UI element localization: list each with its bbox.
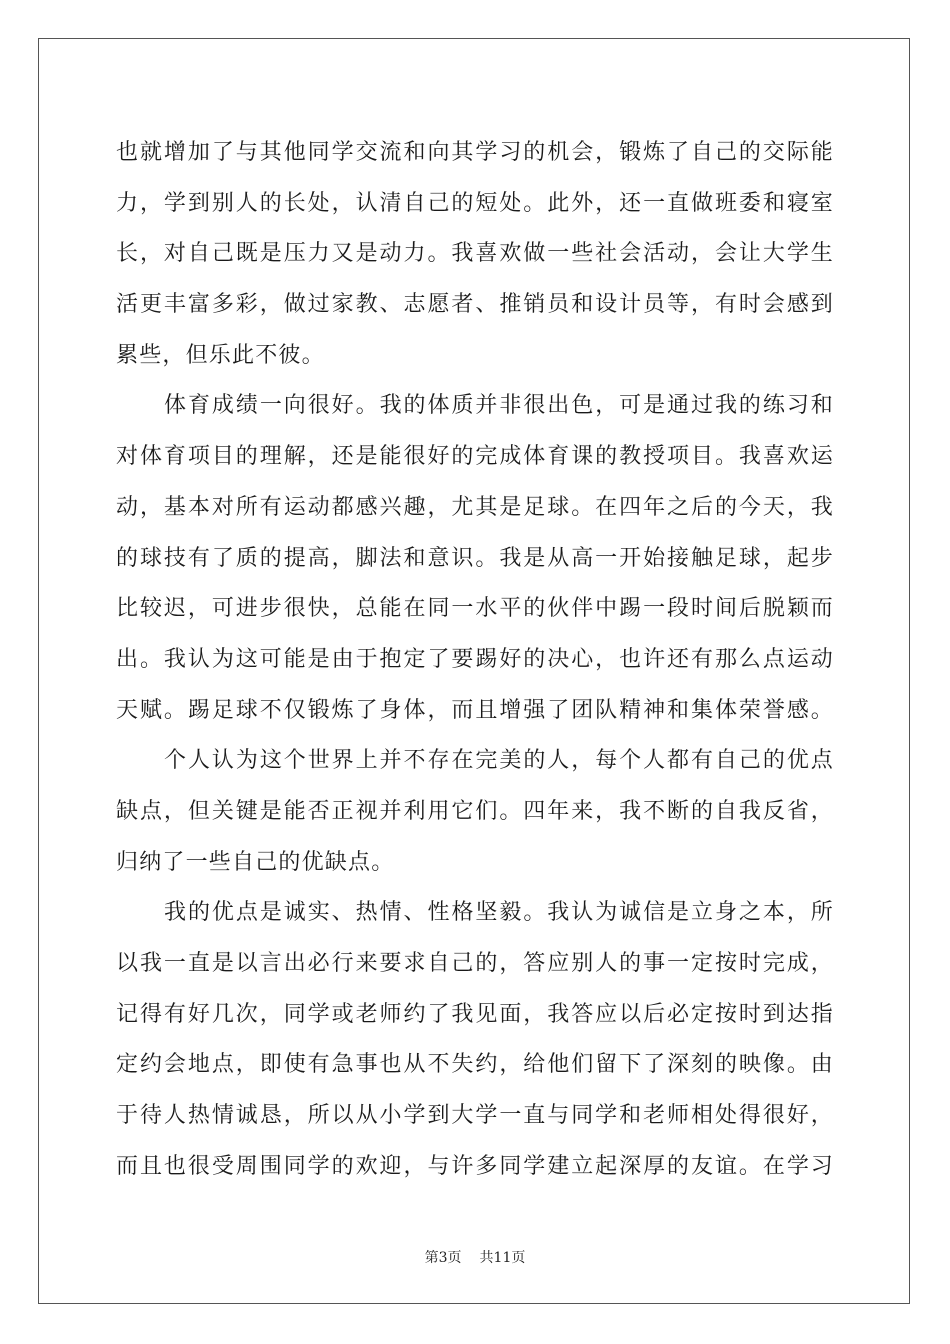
text-line: 比较迟，可进步很快，总能在同一水平的伙伴中踢一段时间后脱颖而: [116, 596, 834, 622]
document-body: [116, 128, 834, 1192]
text-line: 缺点，但关键是能否正视并利用它们。四年来，我不断的自我反省，: [116, 798, 834, 824]
page-total: 共11页: [479, 1250, 526, 1266]
text-line: 以我一直是以言出必行来要求自己的，答应别人的事一定按时完成，: [116, 951, 834, 976]
text-line: 长，对自己既是压力又是动力。我喜欢做一些社会活动，会让大学生: [116, 241, 834, 267]
text-line: 对体育项目的理解，还是能很好的完成体育课的教授项目。我喜欢运: [116, 444, 834, 470]
page-footer: [0, 1249, 950, 1267]
text-line: 记得有好几次，同学或老师约了我见面，我答应以后必定按时到达指: [116, 1001, 834, 1027]
text-line: 动，基本对所有运动都感兴趣，尤其是足球。在四年之后的今天，我: [116, 494, 834, 520]
text-line: 归纳了一些自己的优缺点。: [116, 849, 395, 875]
paragraph-first-line: 我的优点是诚实、热情、性格坚毅。我认为诚信是立身之本，所: [164, 900, 834, 926]
page-number: 第3页: [424, 1250, 462, 1266]
text-line: 天赋。踢足球不仅锻炼了身体，而且增强了团队精神和集体荣誉感。: [116, 697, 834, 723]
text-line: 出。我认为这可能是由于抱定了要踢好的决心，也许还有那么点运动: [116, 646, 834, 672]
paragraph-first-line: 体育成绩一向很好。我的体质并非很出色，可是通过我的练习和: [164, 393, 834, 419]
text-line: 而且也很受周围同学的欢迎，与许多同学建立起深厚的友谊。在学习: [116, 1153, 834, 1179]
text-line: 的球技有了质的提高，脚法和意识。我是从高一开始接触足球，起步: [116, 545, 834, 571]
paragraph-first-line: 个人认为这个世界上并不存在完美的人，每个人都有自己的优点: [164, 748, 834, 774]
text-line: 于待人热情诚恳，所以从小学到大学一直与同学和老师相处得很好，: [116, 1103, 834, 1129]
text-line: 活更丰富多彩，做过家教、志愿者、推销员和设计员等，有时会感到: [116, 292, 834, 318]
text-line: 定约会地点，即使有急事也从不失约，给他们留下了深刻的映像。由: [116, 1052, 834, 1078]
text-line: 累些，但乐此不彼。: [116, 342, 325, 368]
text-line: 力，学到别人的长处，认清自己的短处。此外，还一直做班委和寝室: [116, 190, 834, 216]
text-line: 也就增加了与其他同学交流和向其学习的机会，锻炼了自己的交际能: [116, 140, 834, 165]
